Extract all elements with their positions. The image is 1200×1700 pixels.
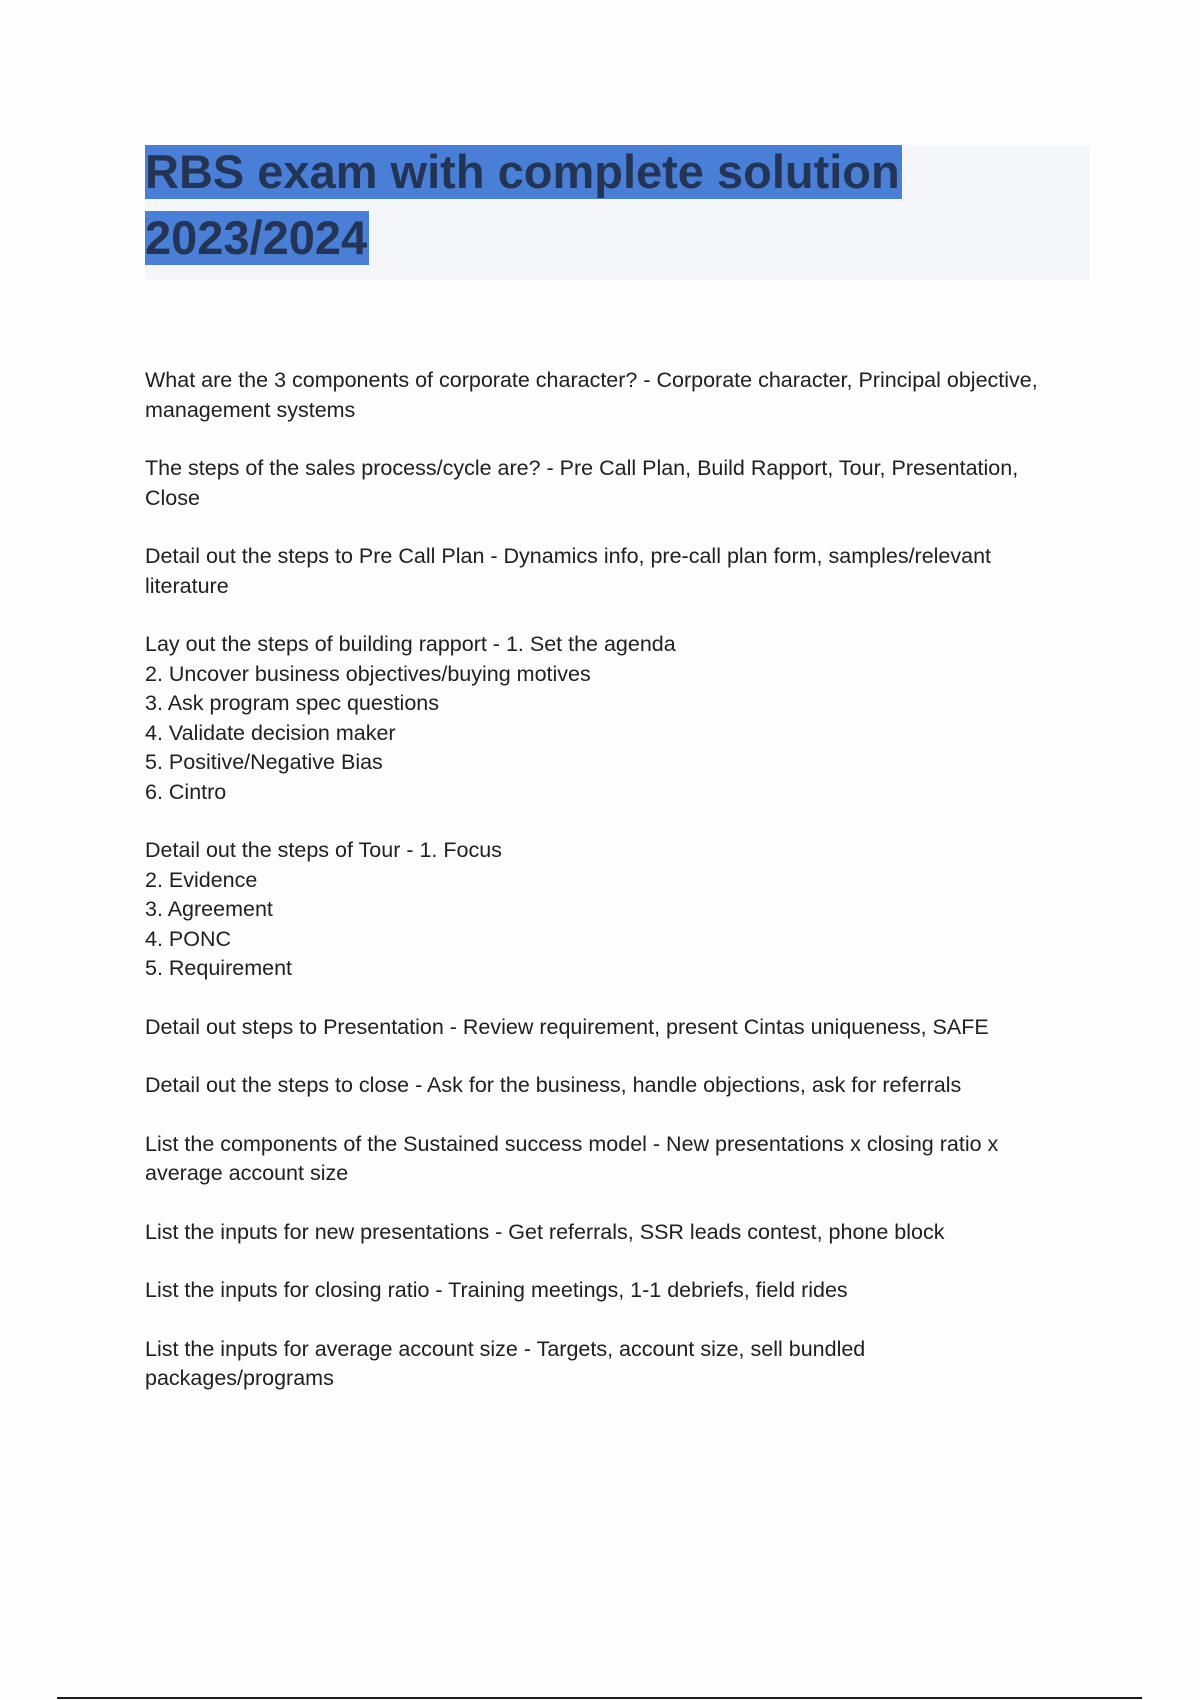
document-title-line-2: 2023/2024 <box>145 211 368 264</box>
qa-item-line: Lay out the steps of building rapport - 1. Set the agenda <box>145 632 676 656</box>
qa-item <box>145 836 1085 984</box>
qa-item-line: Detail out the steps to close - Ask for the business, handle objections, ask for referrals <box>145 1073 962 1097</box>
qa-item-line: Close <box>145 485 200 510</box>
qa-item-line: The steps of the sales process/cycle are? - Pre Call Plan, Build Rapport, Tour, Presentation, <box>145 456 1019 480</box>
qa-item <box>145 542 1085 601</box>
qa-item-line: Detail out the steps to Pre Call Plan - Dynamics info, pre-call plan form, samples/relevant <box>145 544 992 568</box>
qa-item <box>145 454 1085 513</box>
qa-item-line: 4. PONC <box>145 926 232 951</box>
qa-item <box>145 630 1085 807</box>
qa-item-line: List the inputs for new presentations - Get referrals, SSR leads contest, phone block <box>145 1219 945 1244</box>
qa-list <box>145 366 1085 1423</box>
document-title-line-1: RBS exam with complete solution <box>145 145 900 198</box>
qa-item-line: packages/programs <box>145 1366 334 1390</box>
qa-item-line: 2. Uncover business objectives/buying motives <box>145 661 591 686</box>
qa-item-line: What are the 3 components of corporate character? - Corporate character, Principal objective, <box>145 368 1038 392</box>
qa-item <box>145 366 1085 425</box>
page-bottom-rule <box>57 1697 1142 1699</box>
qa-item-line: literature <box>145 573 229 598</box>
qa-item-line: Detail out the steps of Tour - 1. Focus <box>145 838 502 862</box>
qa-item <box>145 1335 1085 1394</box>
qa-item-line: 3. Agreement <box>145 897 273 921</box>
qa-item <box>145 1013 1085 1043</box>
qa-item-line: 5. Positive/Negative Bias <box>145 750 383 774</box>
qa-item <box>145 1130 1085 1189</box>
qa-item-line: 4. Validate decision maker <box>145 720 396 745</box>
qa-item <box>145 1071 1085 1101</box>
qa-item-line: 2. Evidence <box>145 867 258 892</box>
qa-item-line: Detail out steps to Presentation - Review requirement, present Cintas uniqueness, SAFE <box>145 1014 989 1039</box>
qa-item-line: 6. Cintro <box>145 779 227 804</box>
qa-item <box>145 1276 1085 1306</box>
qa-item <box>145 1218 1085 1248</box>
qa-item-line: 3. Ask program spec questions <box>145 691 439 715</box>
qa-item-line: List the components of the Sustained success model - New presentations x closing ratio x <box>145 1131 999 1156</box>
qa-item-line: 5. Requirement <box>145 956 292 980</box>
qa-item-line: management systems <box>145 397 356 422</box>
qa-item-line: List the inputs for closing ratio - Training meetings, 1-1 debriefs, field rides <box>145 1278 848 1302</box>
qa-item-line: average account size <box>145 1161 349 1185</box>
qa-item-line: List the inputs for average account size - Targets, account size, sell bundled <box>145 1336 866 1361</box>
